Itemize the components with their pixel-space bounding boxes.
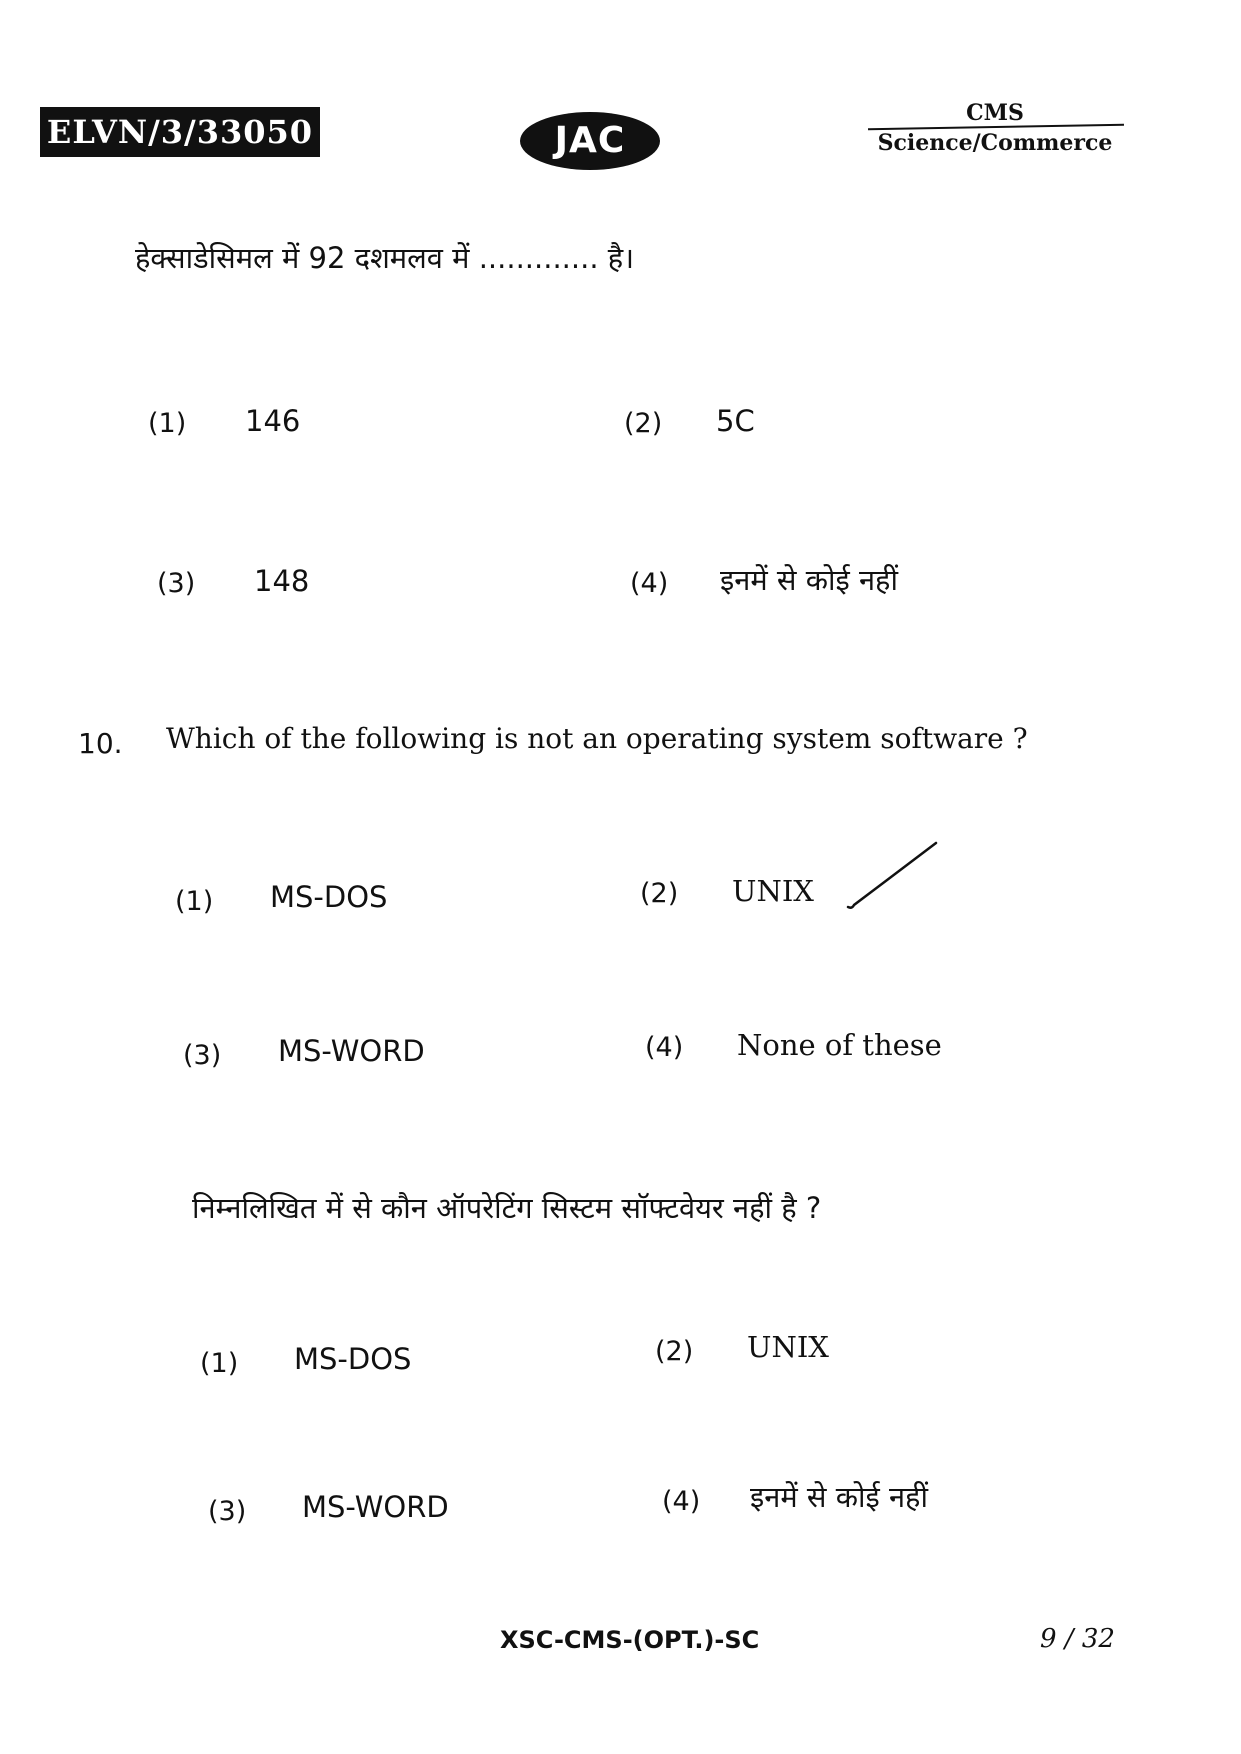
q10-hindi-option-3-number: (3) xyxy=(208,1496,247,1527)
q10-hindi-option-3-text: MS-WORD xyxy=(302,1490,449,1524)
q10-hindi-option-4-number: (4) xyxy=(662,1486,701,1517)
question-9-hindi-text: हेक्साडेसिमल में 92 दशमलव में ............. है। xyxy=(135,241,635,275)
q10-hindi-option-2-text: UNIX xyxy=(747,1330,829,1364)
footer-paper-code: XSC-CMS-(OPT.)-SC xyxy=(500,1626,760,1654)
q10-hindi-option-4-text: इनमें से कोई नहीं xyxy=(750,1480,928,1514)
q9-option-4-text: इनमें से कोई नहीं xyxy=(720,563,898,597)
question-10-text: Which of the following is not an operating system software ? xyxy=(166,722,1028,755)
q9-option-4-number: (4) xyxy=(630,568,669,599)
stream-label: Science/Commerce xyxy=(877,130,1113,156)
q10-hindi-option-2-number: (2) xyxy=(655,1336,694,1367)
q10-hindi-option-1-number: (1) xyxy=(200,1348,239,1379)
q9-option-1-text: 146 xyxy=(245,404,301,438)
q9-option-1-number: (1) xyxy=(148,408,187,439)
q9-option-2-text: 5C xyxy=(716,404,755,438)
q9-option-3-text: 148 xyxy=(254,564,310,598)
tick-mark xyxy=(840,835,940,920)
q9-option-2-number: (2) xyxy=(624,408,663,439)
q10-option-4-number: (4) xyxy=(645,1032,684,1063)
q10-option-3-number: (3) xyxy=(183,1040,222,1071)
q9-option-3-number: (3) xyxy=(157,568,196,599)
q10-option-3-text: MS-WORD xyxy=(278,1034,425,1068)
q10-option-2-number: (2) xyxy=(640,878,679,909)
q10-option-4-text: None of these xyxy=(737,1028,942,1062)
q10-option-2-text: UNIX xyxy=(732,874,814,908)
question-10-hindi-text: निम्नलिखित में से कौन ऑपरेटिंग सिस्टम सॉफ्टवेयर नहीं है ? xyxy=(192,1191,822,1225)
q10-option-1-text: MS-DOS xyxy=(270,880,388,914)
jac-logo: JAC xyxy=(520,112,660,170)
q10-hindi-option-1-text: MS-DOS xyxy=(294,1342,412,1376)
subject-label: CMS xyxy=(966,100,1024,126)
paper-code: ELVN/3/33050 xyxy=(40,107,320,157)
question-10-number: 10. xyxy=(78,727,123,760)
q10-option-1-number: (1) xyxy=(175,886,214,917)
page-number: 9 / 32 xyxy=(1040,1624,1115,1654)
